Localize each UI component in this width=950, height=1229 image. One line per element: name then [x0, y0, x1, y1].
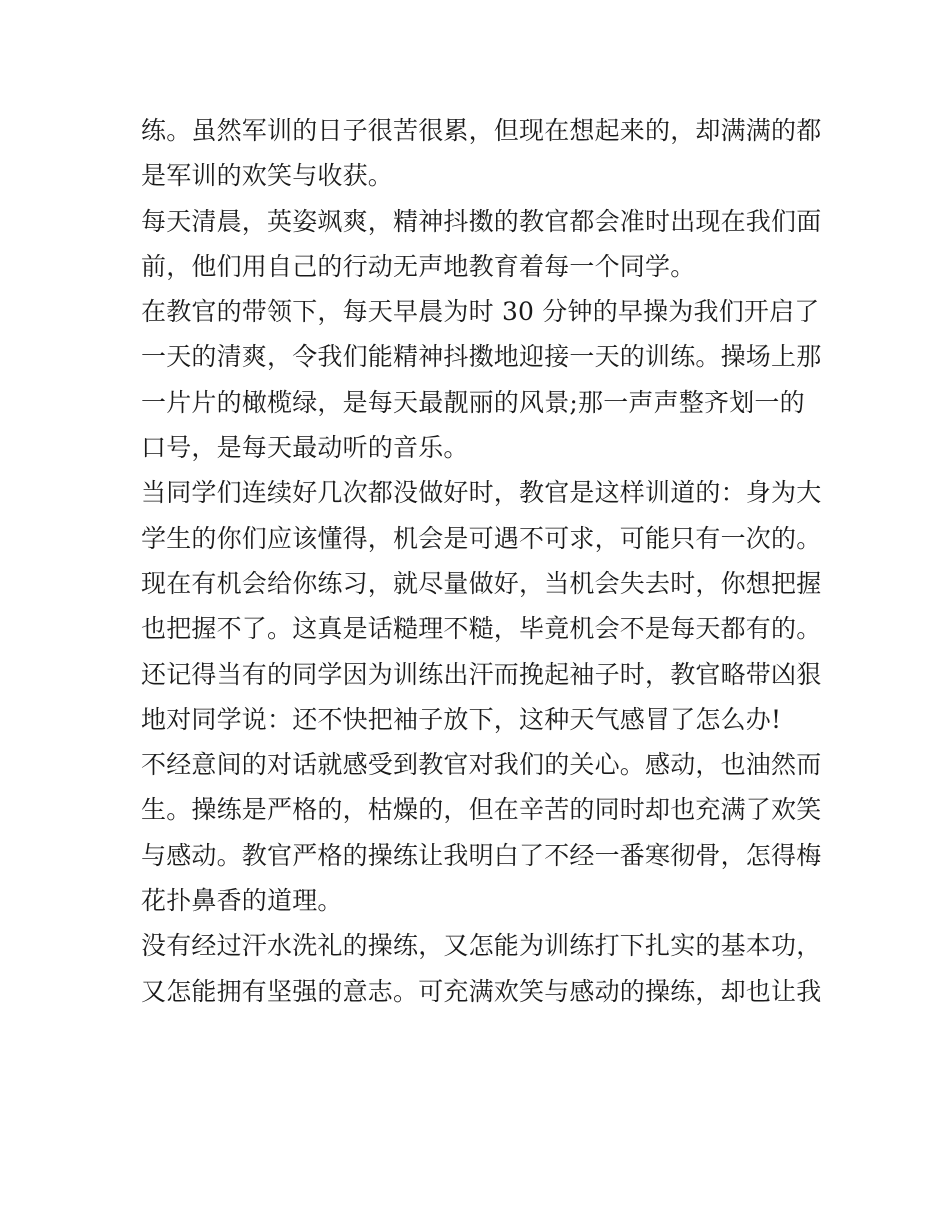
text-line: 与感动。教官严格的操练让我明白了不经一番寒彻骨，怎得梅	[141, 840, 822, 870]
text-line: 也把握不了。这真是话糙理不糙，毕竟机会不是每天都有的。	[141, 614, 822, 644]
text-line: 口号，是每天最动听的音乐。	[141, 433, 469, 463]
paragraph-4	[141, 470, 821, 651]
text-line: 地对同学说：还不快把袖子放下，这种天气感冒了怎么办!	[141, 704, 782, 734]
text-line: 花扑鼻香的道理。	[141, 886, 343, 916]
text-line: 在教官的带领下，每天早晨为时 30 分钟的早操为我们开启了	[141, 297, 820, 327]
paragraph-1	[141, 108, 821, 199]
paragraph-5	[141, 652, 821, 743]
document-body	[141, 108, 821, 1014]
text-line: 前，他们用自己的行动无声地教育着每一个同学。	[141, 251, 696, 281]
paragraph-2	[141, 199, 821, 290]
text-line: 是军训的欢笑与收获。	[141, 161, 394, 191]
paragraph-3	[141, 289, 821, 470]
text-line: 不经意间的对话就感受到教官对我们的关心。感动，也油然而	[141, 750, 822, 780]
text-line: 生。操练是严格的，枯燥的，但在辛苦的同时却也充满了欢笑	[141, 795, 822, 825]
paragraph-6	[141, 742, 821, 923]
text-line: 当同学们连续好几次都没做好时，教官是这样训道的：身为大	[141, 478, 822, 508]
text-line: 学生的你们应该懂得，机会是可遇不可求，可能只有一次的。	[141, 523, 822, 553]
text-line: 一天的清爽，令我们能精神抖擞地迎接一天的训练。操场上那	[141, 342, 822, 372]
text-line: 一片片的橄榄绿，是每天最靓丽的风景;那一声声整齐划一的	[141, 387, 805, 417]
text-line: 没有经过汗水洗礼的操练，又怎能为训练打下扎实的基本功，	[141, 931, 822, 961]
text-line: 又怎能拥有坚强的意志。可充满欢笑与感动的操练，却也让我	[141, 976, 822, 1006]
text-line: 练。虽然军训的日子很苦很累，但现在想起来的，却满满的都	[141, 116, 822, 145]
paragraph-7	[141, 923, 821, 1014]
text-line: 每天清晨，英姿飒爽，精神抖擞的教官都会准时出现在我们面	[141, 206, 822, 236]
text-line: 现在有机会给你练习，就尽量做好，当机会失去时，你想把握	[141, 568, 822, 598]
text-line: 还记得当有的同学因为训练出汗而挽起袖子时，教官略带凶狠	[141, 659, 822, 689]
